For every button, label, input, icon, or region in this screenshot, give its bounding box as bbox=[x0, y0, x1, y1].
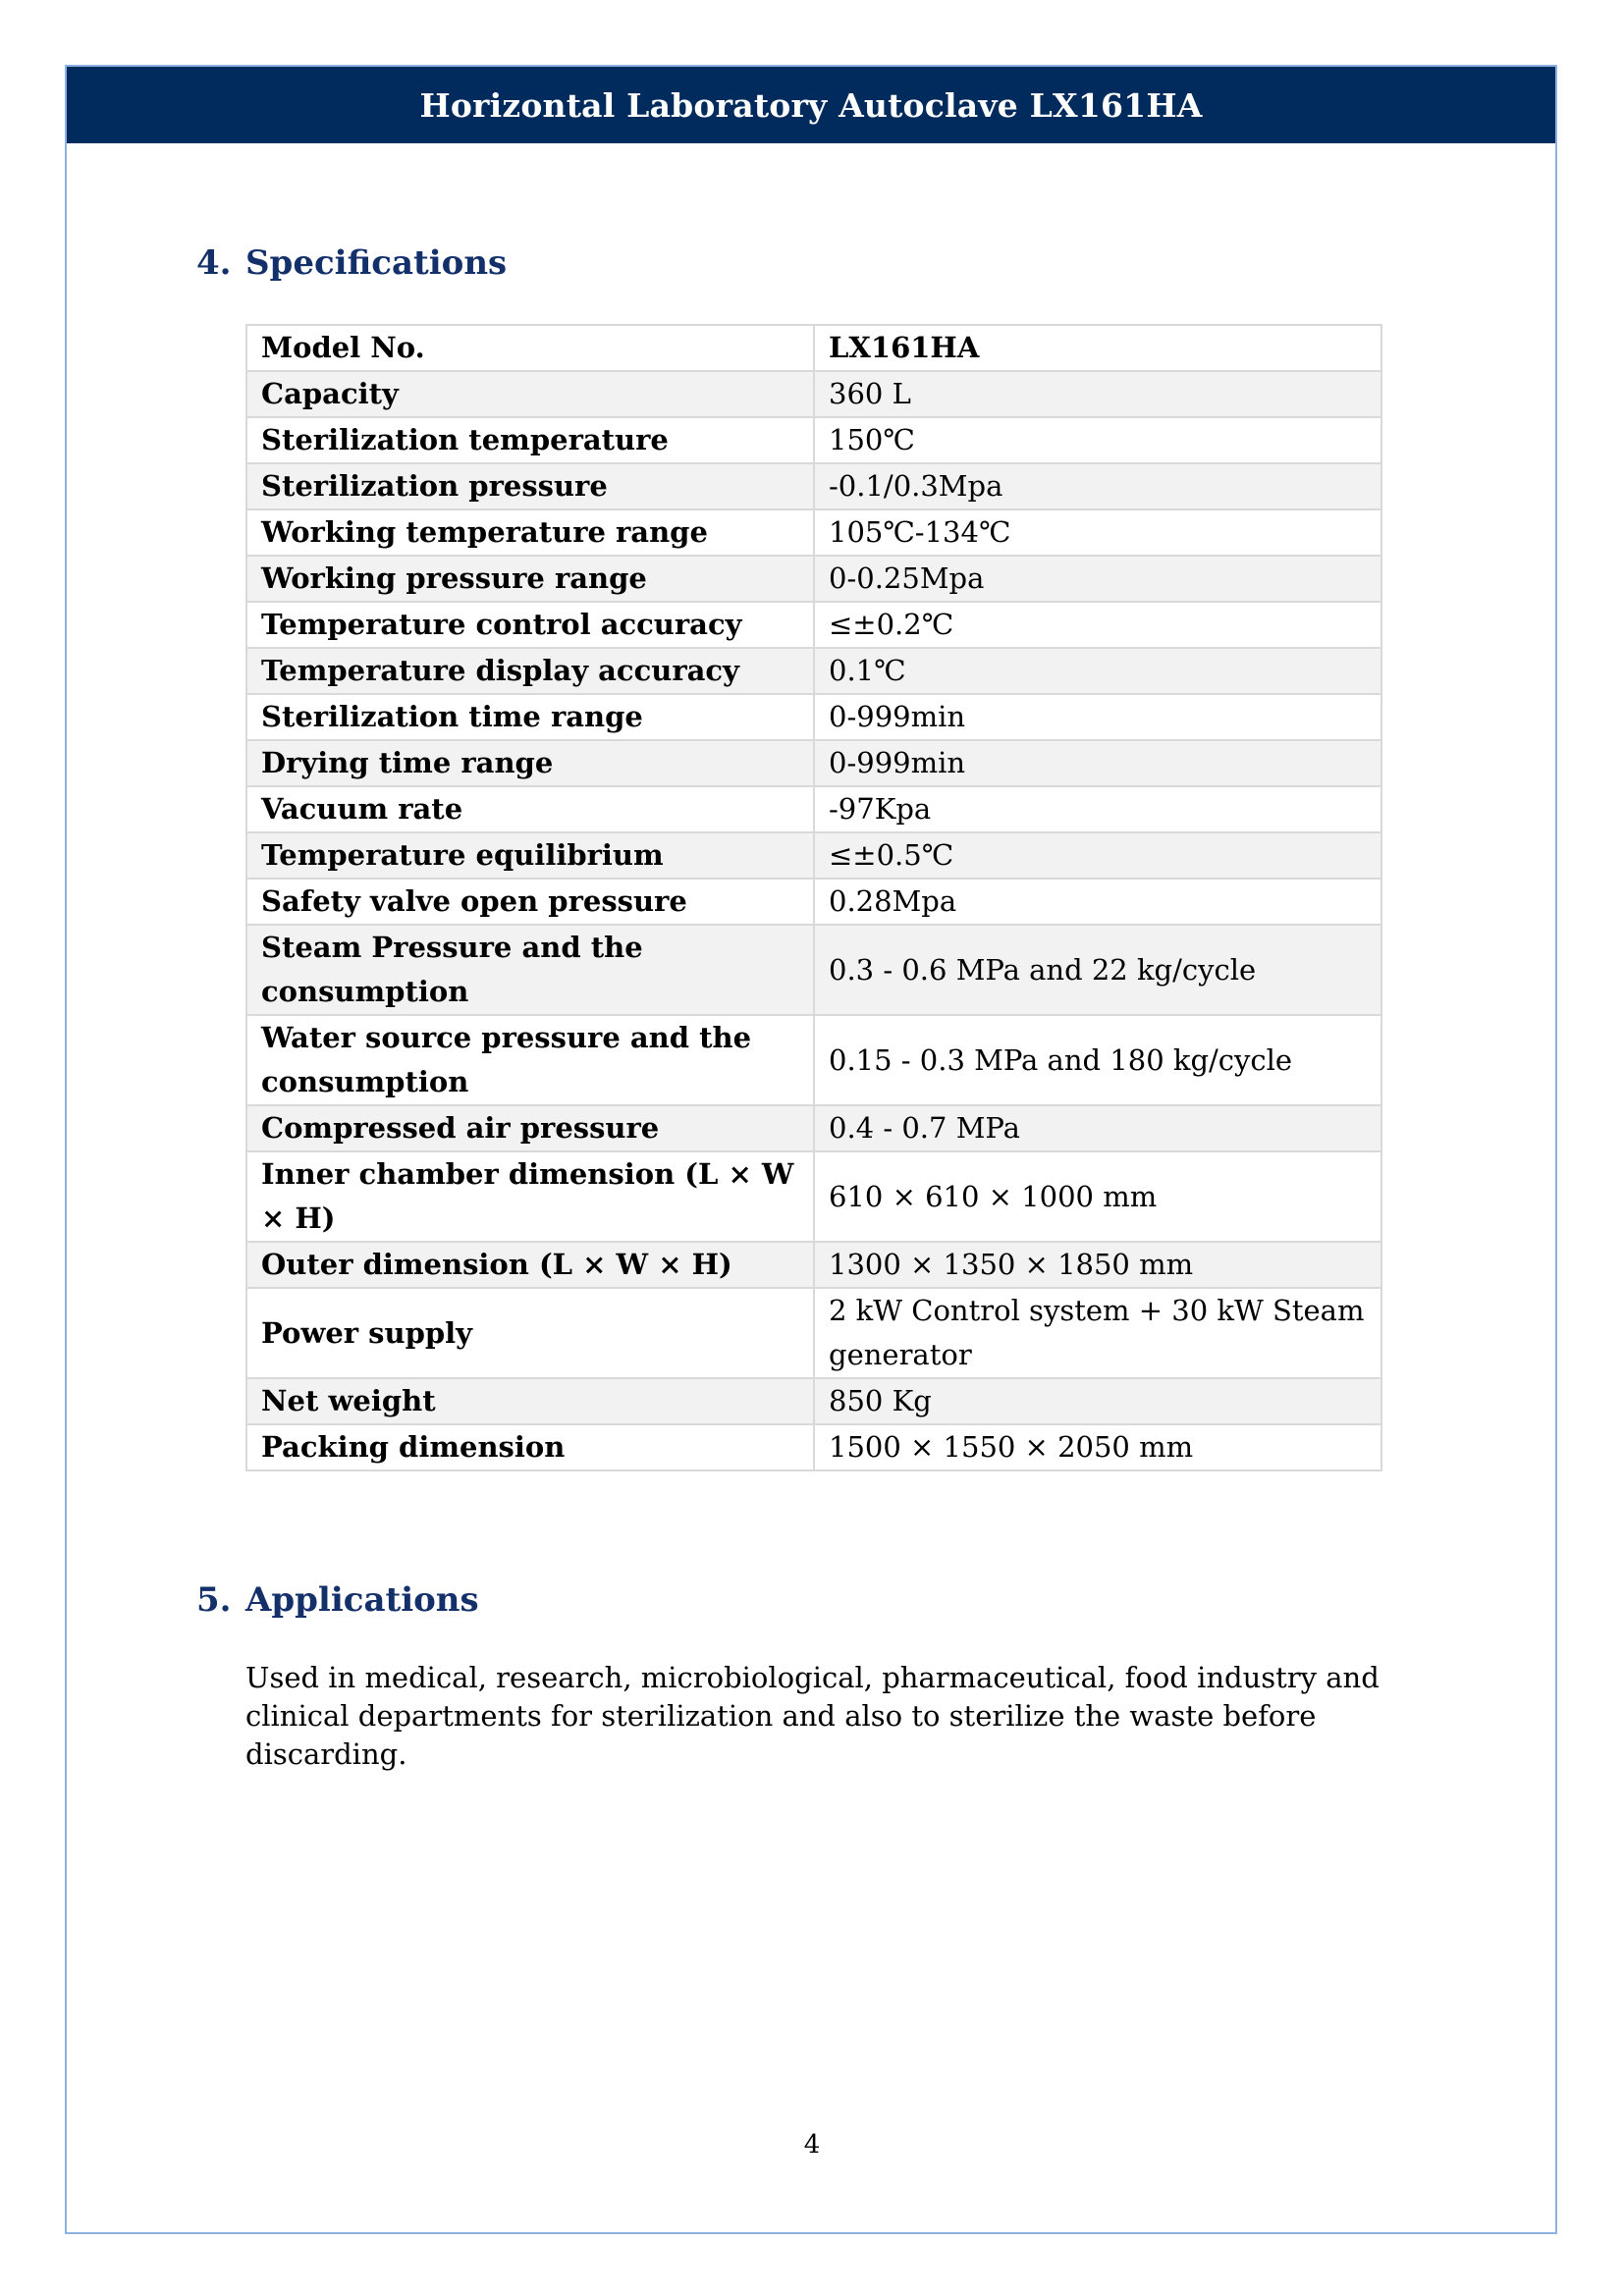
spec-value: 105℃-134℃ bbox=[814, 509, 1381, 556]
spec-label: Sterilization pressure bbox=[246, 463, 814, 509]
spec-value: 0-0.25Mpa bbox=[814, 556, 1381, 602]
specifications-heading bbox=[196, 243, 507, 283]
spec-label: Safety valve open pressure bbox=[246, 879, 814, 925]
spec-value: 360 L bbox=[814, 371, 1381, 417]
spec-value: 850 Kg bbox=[814, 1378, 1381, 1424]
spec-value: 2 kW Control system + 30 kW Steam generator bbox=[814, 1288, 1381, 1378]
table-row bbox=[246, 925, 1381, 1015]
spec-label: Outer dimension (L × W × H) bbox=[246, 1242, 814, 1288]
spec-value: ≤±0.2℃ bbox=[814, 602, 1381, 648]
spec-label: Drying time range bbox=[246, 740, 814, 786]
spec-label: Sterilization temperature bbox=[246, 417, 814, 463]
table-row bbox=[246, 371, 1381, 417]
specifications-title: Specifications bbox=[245, 243, 508, 283]
specifications-number: 4. bbox=[196, 243, 232, 283]
spec-value: 150℃ bbox=[814, 417, 1381, 463]
table-row bbox=[246, 1015, 1381, 1105]
table-row bbox=[246, 648, 1381, 694]
spec-label: Vacuum rate bbox=[246, 786, 814, 832]
spec-value: 610 × 610 × 1000 mm bbox=[814, 1151, 1381, 1242]
spec-label: Water source pressure and the consumption bbox=[246, 1015, 814, 1105]
spec-label: Temperature display accuracy bbox=[246, 648, 814, 694]
table-row bbox=[246, 325, 1381, 371]
header-bar bbox=[67, 67, 1555, 143]
spec-label: Sterilization time range bbox=[246, 694, 814, 740]
page-number: 4 bbox=[803, 2130, 821, 2160]
spec-label: Steam Pressure and the consumption bbox=[246, 925, 814, 1015]
spec-value: 1500 × 1550 × 2050 mm bbox=[814, 1424, 1381, 1470]
table-row bbox=[246, 832, 1381, 879]
table-row bbox=[246, 694, 1381, 740]
table-row bbox=[246, 1288, 1381, 1378]
table-row bbox=[246, 1242, 1381, 1288]
applications-title: Applications bbox=[245, 1580, 479, 1620]
table-row bbox=[246, 786, 1381, 832]
applications-heading bbox=[196, 1580, 479, 1620]
spec-value: ≤±0.5℃ bbox=[814, 832, 1381, 879]
spec-value: LX161HA bbox=[814, 325, 1381, 371]
table-row bbox=[246, 463, 1381, 509]
table-row bbox=[246, 1424, 1381, 1470]
spec-label: Compressed air pressure bbox=[246, 1105, 814, 1151]
spec-value: 0.28Mpa bbox=[814, 879, 1381, 925]
spec-value: 0-999min bbox=[814, 740, 1381, 786]
spec-value: 0-999min bbox=[814, 694, 1381, 740]
table-row bbox=[246, 879, 1381, 925]
table-row bbox=[246, 417, 1381, 463]
spec-value: 0.3 - 0.6 MPa and 22 kg/cycle bbox=[814, 925, 1381, 1015]
table-row bbox=[246, 740, 1381, 786]
spec-label: Working pressure range bbox=[246, 556, 814, 602]
table-row bbox=[246, 1151, 1381, 1242]
spec-label: Packing dimension bbox=[246, 1424, 814, 1470]
spec-label: Net weight bbox=[246, 1378, 814, 1424]
spec-value: -97Kpa bbox=[814, 786, 1381, 832]
spec-label: Power supply bbox=[246, 1288, 814, 1378]
applications-number: 5. bbox=[196, 1580, 232, 1620]
table-row bbox=[246, 1378, 1381, 1424]
spec-label: Temperature control accuracy bbox=[246, 602, 814, 648]
specifications-table bbox=[245, 324, 1382, 1471]
spec-label: Inner chamber dimension (L × W × H) bbox=[246, 1151, 814, 1242]
spec-label: Capacity bbox=[246, 371, 814, 417]
table-row bbox=[246, 556, 1381, 602]
spec-label: Working temperature range bbox=[246, 509, 814, 556]
specifications-table-body bbox=[246, 325, 1381, 1470]
spec-value: 1300 × 1350 × 1850 mm bbox=[814, 1242, 1381, 1288]
table-row bbox=[246, 602, 1381, 648]
spec-value: -0.1/0.3Mpa bbox=[814, 463, 1381, 509]
spec-value: 0.1℃ bbox=[814, 648, 1381, 694]
spec-label: Temperature equilibrium bbox=[246, 832, 814, 879]
table-row bbox=[246, 1105, 1381, 1151]
spec-value: 0.4 - 0.7 MPa bbox=[814, 1105, 1381, 1151]
applications-text: Used in medical, research, microbiological, pharmaceutical, food industry and clinical departments for sterilization and also to sterilize the waste before discarding. bbox=[245, 1661, 1380, 1771]
document-title: Horizontal Laboratory Autoclave LX161HA bbox=[419, 85, 1203, 125]
table-row bbox=[246, 509, 1381, 556]
spec-value: 0.15 - 0.3 MPa and 180 kg/cycle bbox=[814, 1015, 1381, 1105]
spec-label: Model No. bbox=[246, 325, 814, 371]
